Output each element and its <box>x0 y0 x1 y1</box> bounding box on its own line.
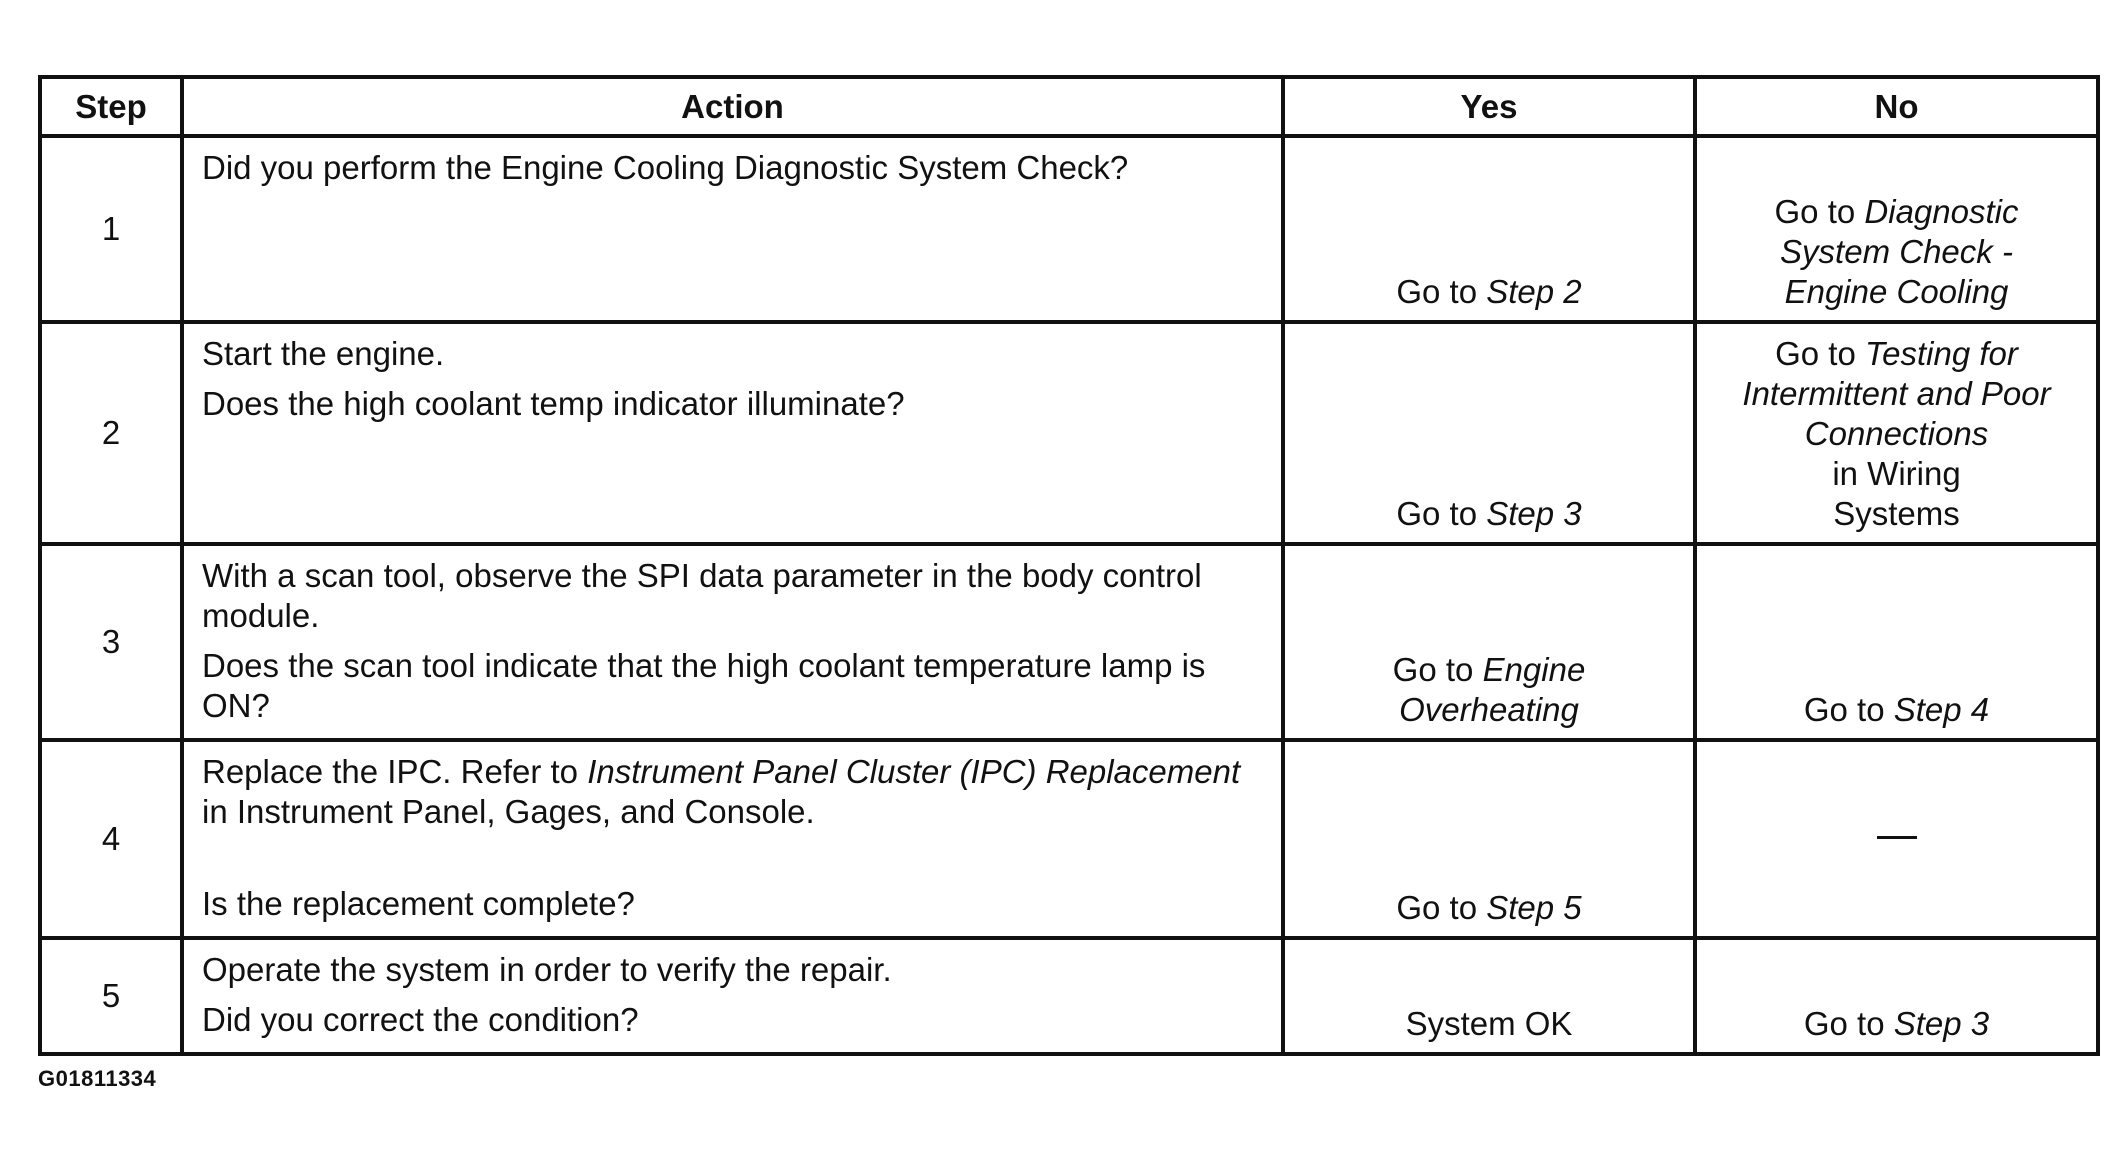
step-number: 1 <box>40 136 182 322</box>
action-cell <box>182 938 1283 1054</box>
yes-cell <box>1283 322 1695 544</box>
no-step-link[interactable]: Step 4 <box>1893 691 1990 728</box>
no-cell <box>1695 544 2098 740</box>
action-text: Start the engine. <box>202 335 445 372</box>
header-yes: Yes <box>1283 77 1695 136</box>
no-cell <box>1695 322 2098 544</box>
header-step: Step <box>40 77 182 136</box>
table-row <box>40 544 2098 740</box>
header-action: Action <box>182 77 1283 136</box>
no-ref-link[interactable]: Intermittent and Poor <box>1742 375 2051 412</box>
yes-step-link[interactable]: Step 2 <box>1486 273 1582 310</box>
no-ref-link[interactable]: Diagnostic <box>1864 193 2019 230</box>
no-ref-link[interactable]: Connections <box>1804 415 1989 452</box>
action-ref-link[interactable]: Instrument Panel Cluster (IPC) Replacement <box>587 753 1241 790</box>
no-prefix: Go to <box>1803 691 1885 728</box>
action-text: With a scan tool, observe the SPI data parameter in the body control module. <box>202 557 1202 634</box>
yes-cell <box>1283 938 1695 1054</box>
action-text: Operate the system in order to verify the repair. <box>202 951 892 988</box>
action-question: Does the scan tool indicate that the high coolant temperature lamp is ON? <box>202 647 1206 724</box>
table-row <box>40 136 2098 322</box>
table-row <box>40 938 2098 1054</box>
diagnostic-table <box>38 75 2100 1056</box>
yes-step-link[interactable]: Step 5 <box>1486 889 1582 926</box>
yes-cell <box>1283 544 1695 740</box>
no-ref-link[interactable]: Engine Cooling <box>1784 273 2009 310</box>
yes-prefix: Go to <box>1392 651 1474 688</box>
no-prefix: Go to <box>1803 1005 1885 1042</box>
no-suffix: in Wiring <box>1832 455 1961 492</box>
action-question: Does the high coolant temp indicator illuminate? <box>202 385 905 422</box>
yes-ref-link[interactable]: Overheating <box>1399 691 1579 728</box>
header-row <box>40 77 2098 136</box>
action-text <box>202 752 1261 832</box>
table-row <box>40 740 2098 938</box>
no-cell <box>1695 740 2098 938</box>
no-prefix: Go to <box>1775 335 1856 372</box>
no-prefix: Go to <box>1774 193 1856 230</box>
action-cell <box>182 544 1283 740</box>
no-suffix: Systems <box>1833 495 1960 532</box>
no-step-link[interactable]: Step 3 <box>1893 1005 1990 1042</box>
yes-cell <box>1283 740 1695 938</box>
no-ref-link[interactable]: System Check - <box>1780 233 2013 270</box>
yes-ref-link[interactable]: Engine <box>1482 651 1586 688</box>
action-cell <box>182 740 1283 938</box>
action-text: Did you perform the Engine Cooling Diagnostic System Check? <box>202 149 1129 186</box>
yes-prefix: Go to <box>1396 273 1478 310</box>
step-number: 3 <box>40 544 182 740</box>
step-number: 5 <box>40 938 182 1054</box>
yes-prefix: Go to <box>1396 495 1478 532</box>
step-number: 4 <box>40 740 182 938</box>
table-row <box>40 322 2098 544</box>
yes-cell <box>1283 136 1695 322</box>
yes-prefix: Go to <box>1396 889 1478 926</box>
action-question: Is the replacement complete? <box>202 885 635 922</box>
step-number: 2 <box>40 322 182 544</box>
figure-id: G01811334 <box>38 1066 157 1091</box>
no-cell <box>1695 136 2098 322</box>
no-ref-link[interactable]: Testing for <box>1865 335 2018 372</box>
yes-step-link[interactable]: Step 3 <box>1486 495 1582 532</box>
not-applicable-dash <box>1877 836 1917 839</box>
action-text-after: in Instrument Panel, Gages, and Console. <box>202 793 815 830</box>
action-cell <box>182 136 1283 322</box>
no-cell <box>1695 938 2098 1054</box>
yes-text: System OK <box>1405 1005 1573 1042</box>
action-text-before: Replace the IPC. Refer to <box>202 753 579 790</box>
action-question: Did you correct the condition? <box>202 1001 639 1038</box>
action-cell <box>182 322 1283 544</box>
header-no: No <box>1695 77 2098 136</box>
